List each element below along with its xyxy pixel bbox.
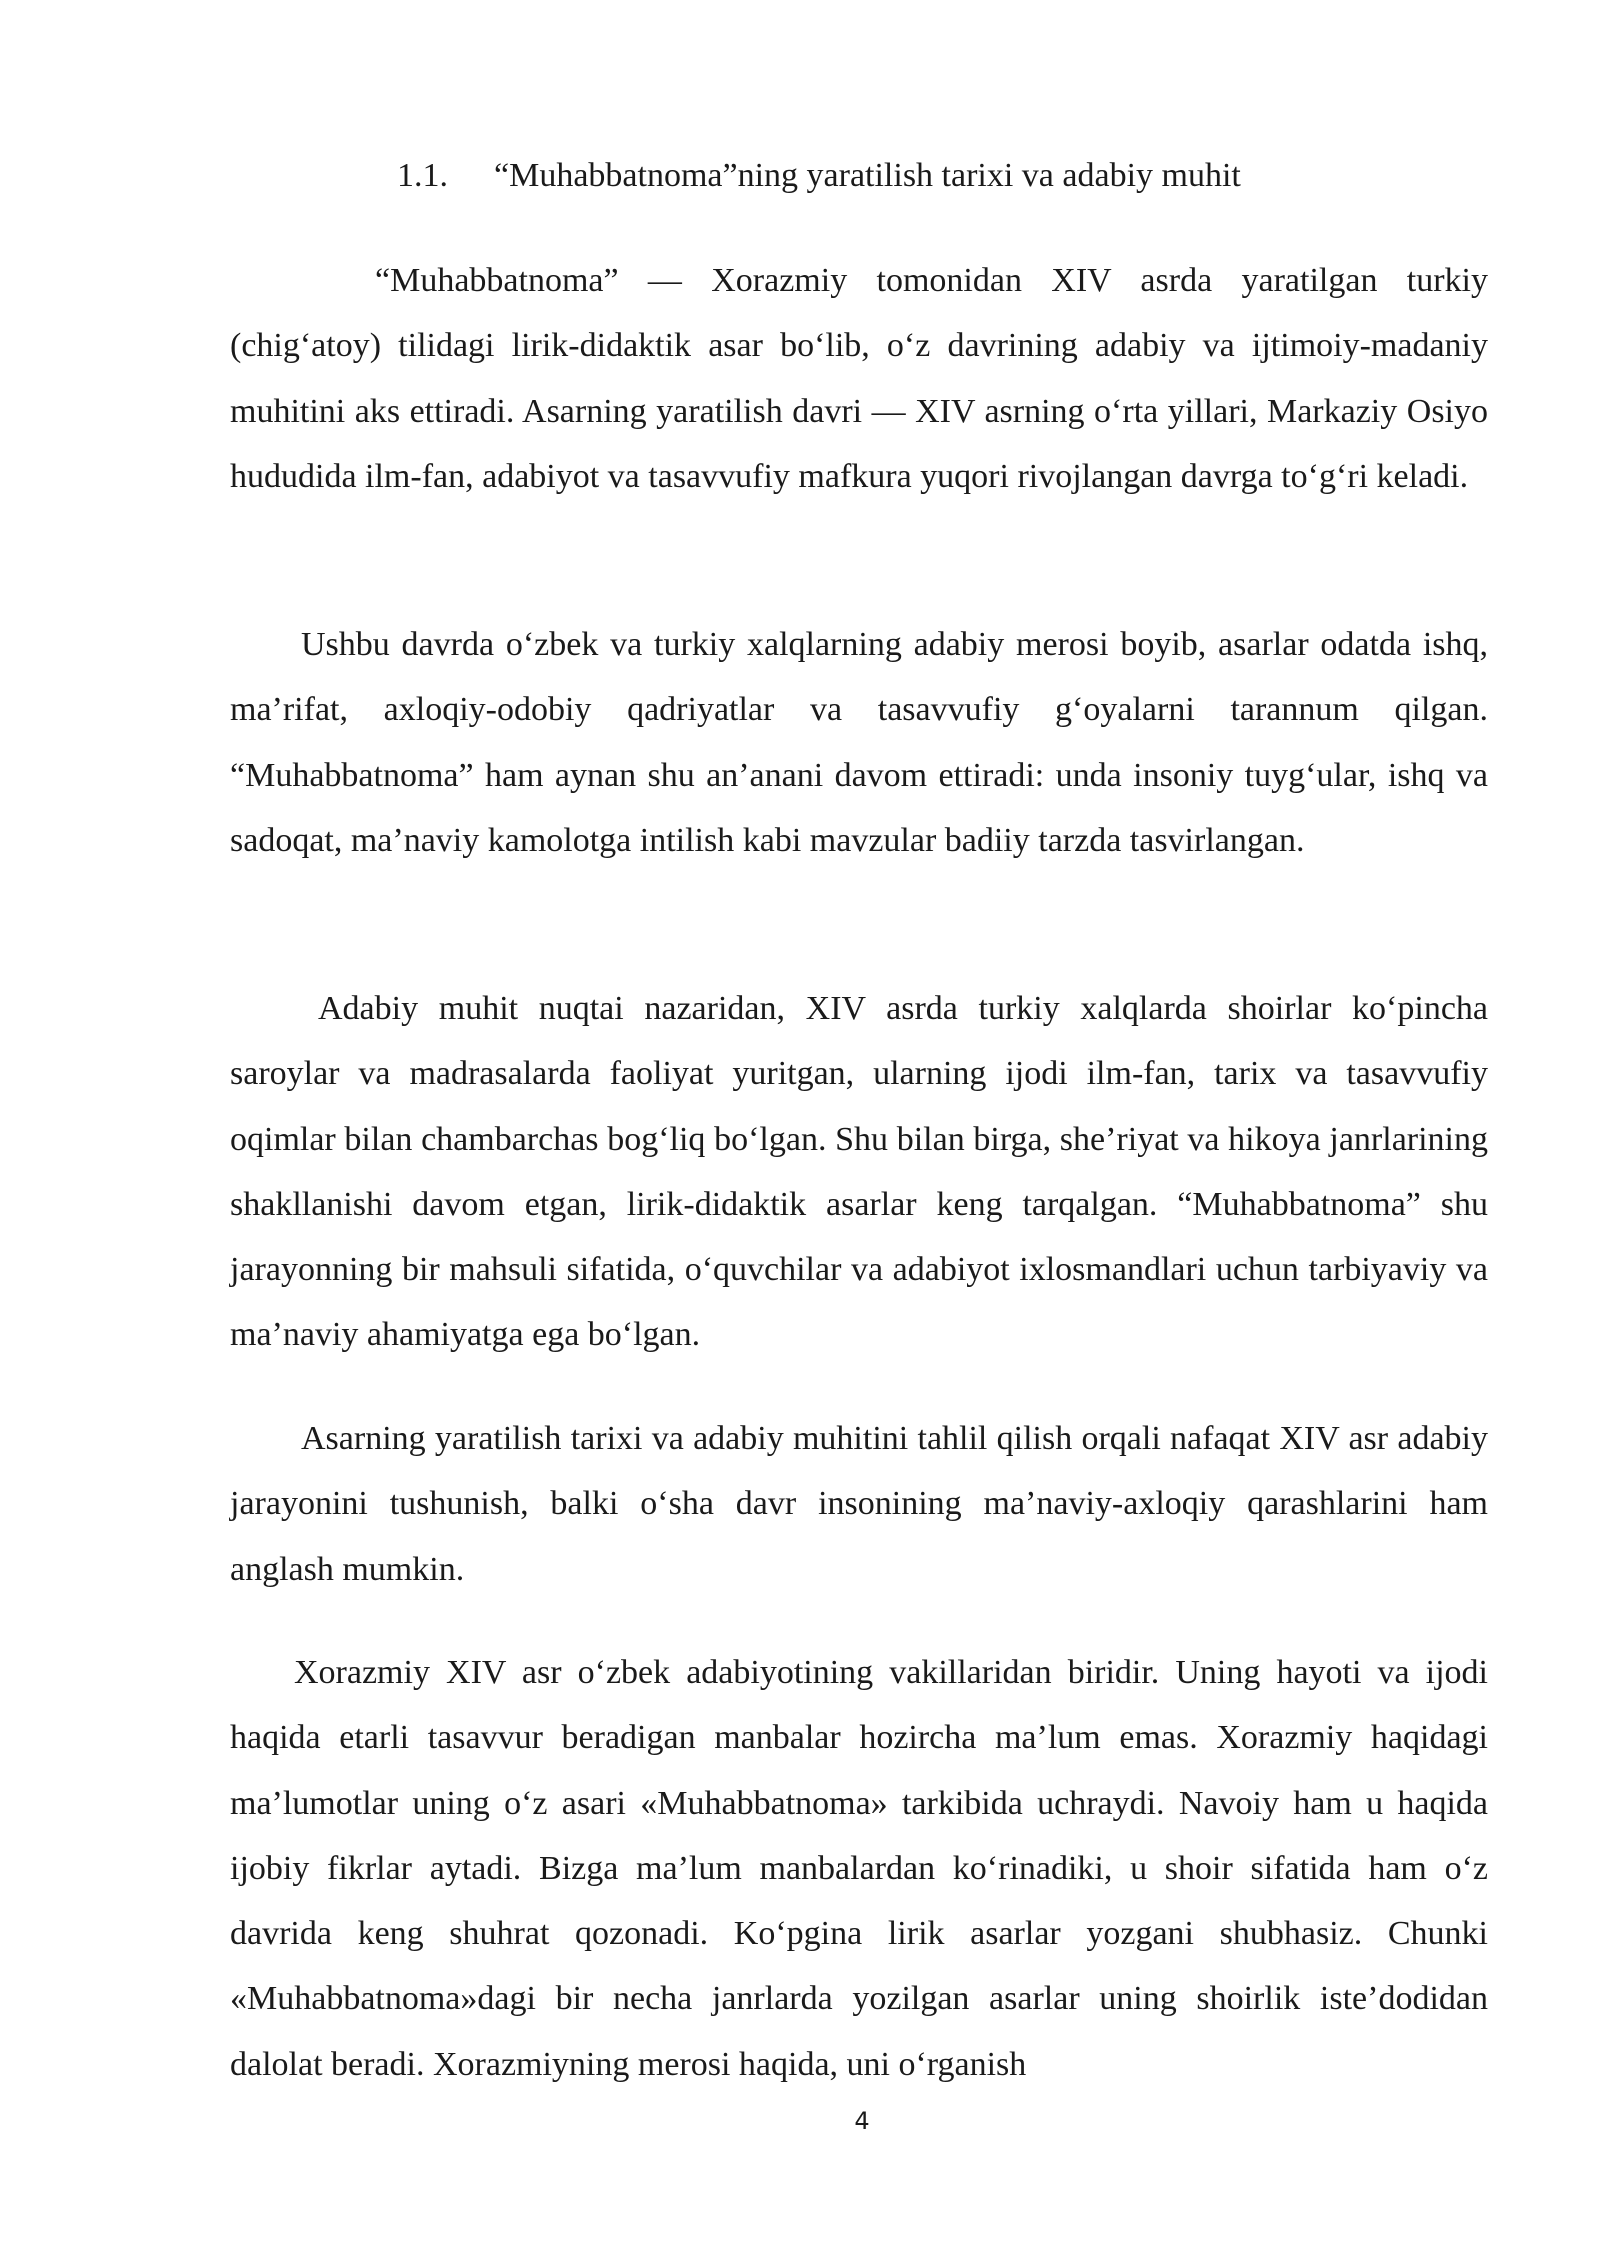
page-number: 4 bbox=[854, 2107, 870, 2135]
paragraph: “Muhabbatnoma” — Xorazmiy tomonidan XIV asrda yaratilgan turkiy (chig‘atoy) tilidagi lirik-didaktik asar bo‘lib, o‘z davrining adabiy va ijtimoiy-madaniy muhitini aks ettiradi. Asarning yaratilish davri — XIV asrning o‘rta yillari, Markaziy Osiyo hududida ilm-fan, adabiyot va tasavvufiy mafkura yuqori rivojlangan davrga to‘g‘ri keladi. bbox=[230, 262, 1488, 495]
paragraph: Xorazmiy XIV asr o‘zbek adabiyotining vakillaridan biridir. Uning hayoti va ijodi haqida etarli tasavvur beradigan manbalar hozircha ma’lum emas. Xorazmiy haqidagi ma’lumotlar uning o‘z asari «Muhabbatnoma» tarkibida uchraydi. Navoiy ham u haqida ijobiy fikrlar aytadi. Bizga ma’lum manbalardan ko‘rinadiki, u shoir sifatida ham o‘z davrida keng shuhrat qozonadi. Ko‘pgina lirik asarlar yozgani shubhasiz. Chunki «Muhabbatnoma»dagi bir necha janrlarda yozilgan asarlar uning shoirlik iste’dodidan dalolat beradi. Xorazmiyning merosi haqida, uni o‘rganish bbox=[230, 1654, 1488, 2083]
paragraph: Ushbu davrda o‘zbek va turkiy xalqlarning adabiy merosi boyib, asarlar odatda ishq, ma’rifat, axloqiy-odobiy qadriyatlar va tasavvufiy g‘oyalarni tarannum qilgan. “Muhabbatnoma” ham aynan shu an’anani davom ettiradi: unda insoniy tuyg‘ular, ishq va sadoqat, ma’naviy kamolotga intilish kabi mavzular badiiy tarzda tasvirlangan. bbox=[230, 626, 1488, 859]
paragraph: Asarning yaratilish tarixi va adabiy muhitini tahlil qilish orqali nafaqat XIV asr adabiy jarayonini tushunish, balki o‘sha davr insonining ma’naviy-axloqiy qarashlarini ham anglash mumkin. bbox=[230, 1420, 1488, 1588]
paragraph: Adabiy muhit nuqtai nazaridan, XIV asrda turkiy xalqlarda shoirlar ko‘pincha saroylar va madrasalarda faoliyat yuritgan, ularning ijodi ilm-fan, tarix va tasavvufiy oqimlar bilan chambarchas bog‘liq bo‘lgan. Shu bilan birga, she’riyat va hikoya janrlarining shakllanishi davom etgan, lirik-didaktik asarlar keng tarqalgan. “Muhabbatnoma” shu jarayonning bir mahsuli sifatida, o‘quvchilar va adabiyot ixlosmandlari uchun tarbiyaviy va ma’naviy ahamiyatga ega bo‘lgan. bbox=[230, 990, 1488, 1354]
section-heading bbox=[397, 152, 1241, 200]
section-number: 1.1. bbox=[397, 157, 448, 194]
section-title: “Muhabbatnoma”ning yaratilish tarixi va adabiy muhit bbox=[494, 157, 1241, 194]
